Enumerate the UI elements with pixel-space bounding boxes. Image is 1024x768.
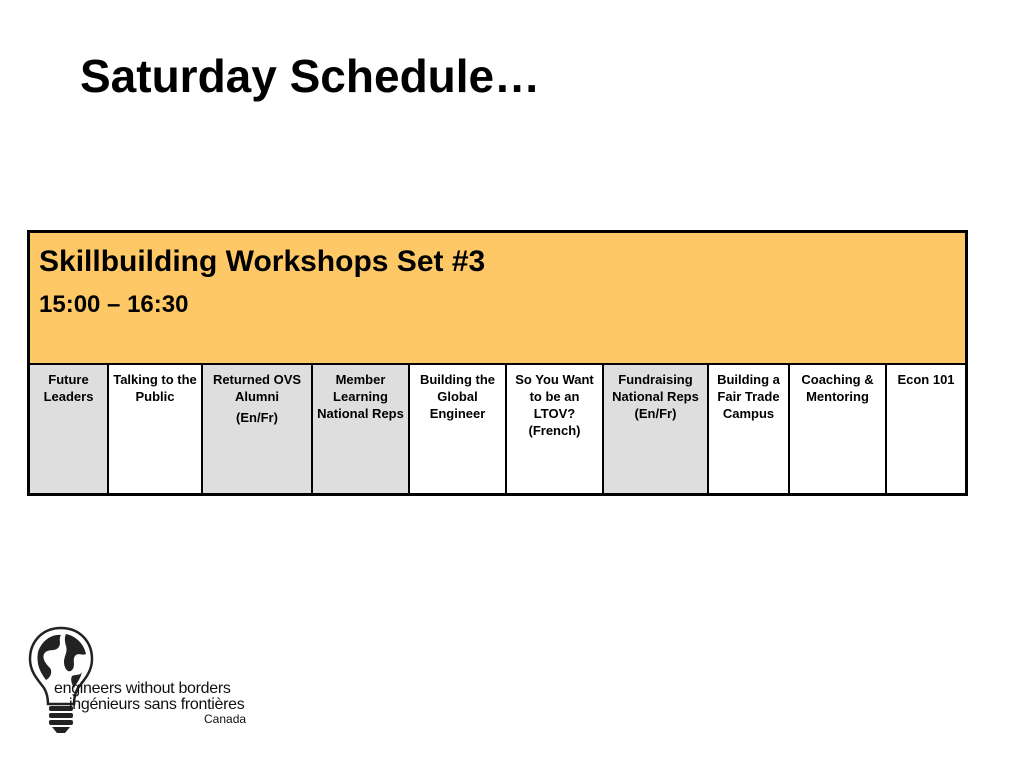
workshop-set-header	[30, 233, 965, 365]
session-title: Building a Fair Trade Campus	[717, 372, 780, 421]
logo-text-french: ingénieurs sans frontières	[69, 696, 245, 713]
session-cell	[30, 365, 109, 493]
workshop-set-time: 15:00 – 16:30	[39, 291, 189, 318]
logo-text-country: Canada	[204, 712, 247, 726]
slide-title: Saturday Schedule…	[80, 50, 541, 102]
session-cell	[313, 365, 410, 493]
session-title: Returned OVS Alumni	[212, 372, 302, 404]
session-title: Coaching & Mentoring	[801, 372, 874, 404]
session-cell	[203, 365, 313, 493]
workshop-set-title: Skillbuilding Workshops Set #3	[39, 245, 486, 278]
session-title: Fundraising National Reps (En/Fr)	[612, 372, 699, 421]
session-title: Member Learning National Reps	[317, 372, 404, 421]
schedule-table	[27, 230, 968, 496]
session-cell	[604, 365, 709, 493]
session-title: Building the Global Engineer	[419, 372, 496, 421]
session-language: (En/Fr)	[236, 410, 278, 425]
session-title: Future Leaders	[43, 372, 94, 404]
session-cell	[709, 365, 790, 493]
session-cell	[507, 365, 604, 493]
session-cell	[410, 365, 507, 493]
session-title: Econ 101	[897, 372, 955, 387]
session-cell	[887, 365, 965, 493]
session-row	[30, 365, 965, 493]
session-cell	[109, 365, 203, 493]
session-title: So You Want to be an LTOV? (French)	[515, 372, 594, 438]
session-title: Talking to the Public	[113, 372, 197, 404]
ewb-logo	[28, 626, 253, 736]
logo-text-english: engineers without borders	[54, 680, 231, 697]
session-cell	[790, 365, 887, 493]
